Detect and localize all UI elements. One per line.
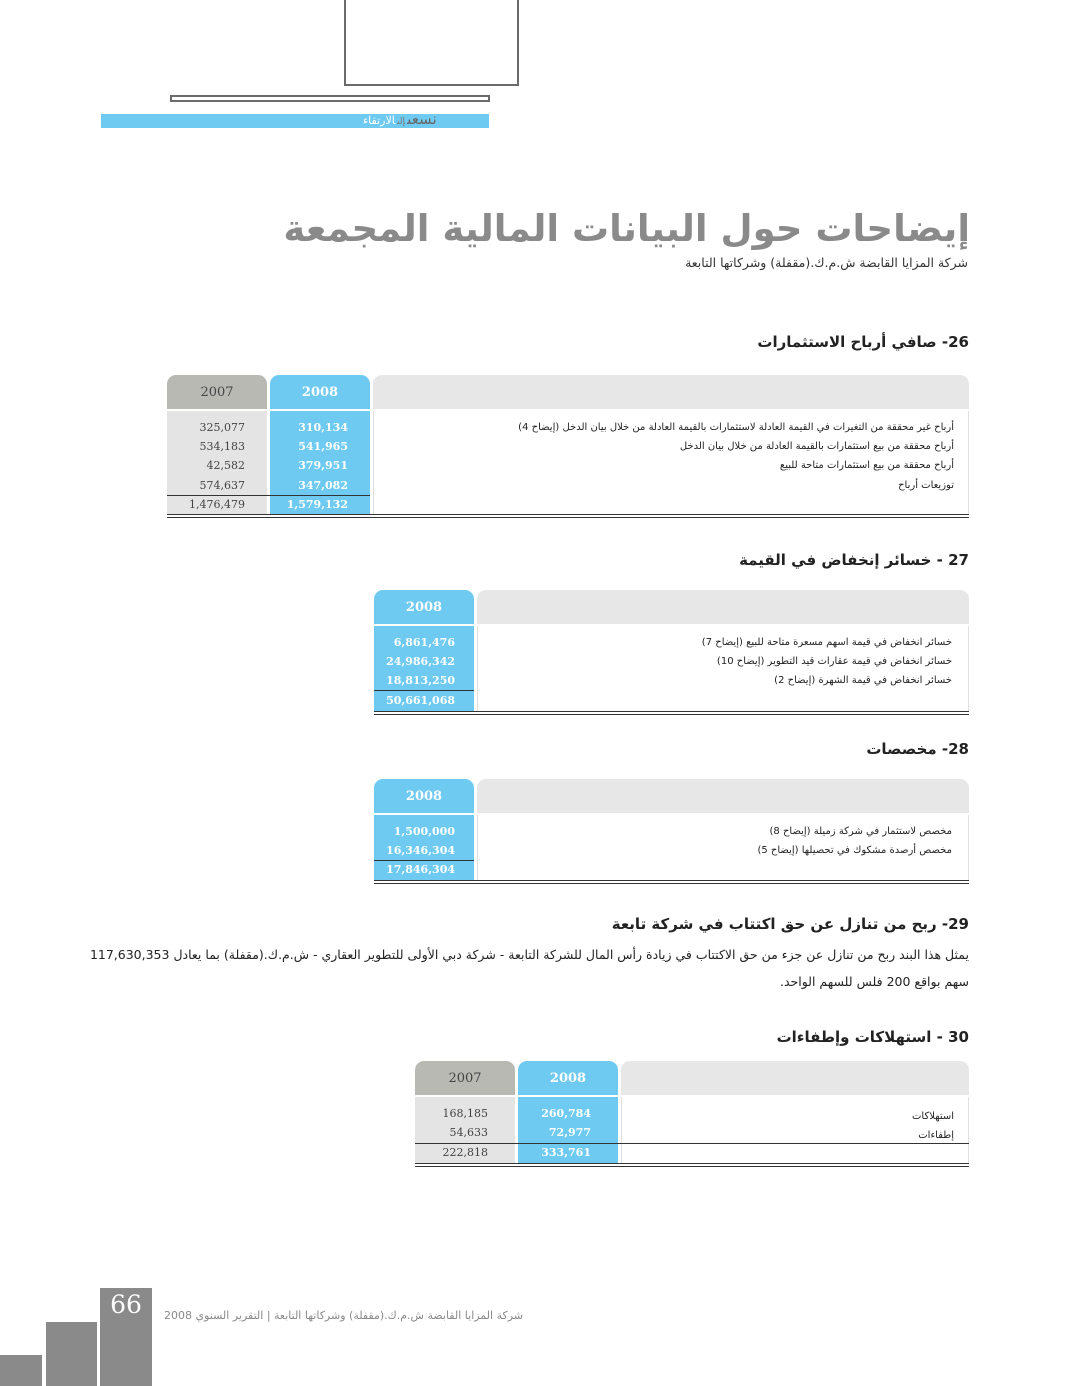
note28-row2-2008: 16,346,304 [386, 844, 455, 857]
note28-title: 28- مخصصات [866, 740, 969, 758]
note26-row4-label: توزيعات أرباح [898, 480, 954, 491]
note26-header-2008: 2008 [270, 375, 370, 409]
note30-total-line2 [415, 1166, 969, 1167]
note26-subtotal-line [167, 495, 370, 496]
note26-total-line1 [167, 514, 969, 515]
slogan [363, 108, 437, 133]
note26-title: 26- صافي أرباح الاستثمارات [757, 333, 969, 351]
note26-row1-2007: 325,077 [199, 421, 245, 434]
note27-total-line1 [374, 711, 969, 712]
note30-title: 30 - استهلاكات وإطفاءات [776, 1028, 969, 1046]
note26-header-label [373, 375, 969, 409]
note27-row3-label: خسائر انخفاض في قيمة الشهرة (إيضاح 2) [774, 675, 952, 686]
note27-row3-2008: 18,813,250 [386, 674, 455, 687]
note26-row1-2008: 310,134 [298, 421, 348, 434]
note28-row2-label: مخصص أرصدة مشكوك في تحصيلها (إيضاح 5) [757, 845, 952, 856]
note30-subtotal-line [415, 1143, 969, 1144]
note26-row2-2008: 541,965 [298, 440, 348, 453]
note28-total-line2 [374, 883, 969, 884]
slogan-part3: الارتقاء [363, 114, 396, 127]
note28-subtotal-line [374, 860, 474, 861]
slogan-part1: نسعى [407, 110, 437, 128]
note27-subtotal-line [374, 690, 474, 691]
note28-header-label [477, 779, 969, 813]
note29-paragraph-line2: سهم بواقع 200 فلس للسهم الواحد. [779, 974, 969, 989]
note30-row1-label: استهلاكات [912, 1111, 954, 1122]
footer-block-2 [46, 1322, 97, 1386]
note30-header-2008: 2008 [518, 1061, 618, 1095]
note27-total-2008: 50,661,068 [386, 694, 455, 707]
note30-row2-2007: 54,633 [449, 1126, 488, 1139]
note26-row2-label: أرباح محققة من بيع استثمارات بالقيمة العادلة من خلال بيان الدخل [679, 441, 954, 452]
note30-row1-2008: 260,784 [541, 1107, 591, 1120]
note27-total-line2 [374, 714, 969, 715]
page-subtitle: شركة المزايا القابضة ش.م.ك.(مقفلة) وشركاتها التابعة [685, 255, 968, 270]
header-frame-box [344, 0, 519, 86]
note27-header-2008: 2008 [374, 590, 474, 624]
header-frame-bar [170, 95, 490, 102]
note26-row3-2008: 379,951 [298, 459, 348, 472]
page-number: 66 [110, 1290, 142, 1319]
note27-title: 27 - خسائر إنخفاض في القيمة [739, 551, 969, 569]
note27-row2-label: خسائر انخفاض في قيمة عقارات قيد التطوير (إيضاح 10) [716, 656, 952, 667]
note28-header-2008: 2008 [374, 779, 474, 813]
note28-total-2008: 17,846,304 [386, 863, 455, 876]
note30-row2-2008: 72,977 [548, 1126, 591, 1139]
note27-header-label [477, 590, 969, 624]
slogan-part2: إلى [397, 117, 406, 127]
note27-row2-2008: 24,986,342 [386, 655, 455, 668]
note26-row4-2007: 574,637 [199, 479, 245, 492]
note28-row1-label: مخصص لاستثمار في شركة زميلة (إيضاح 8) [769, 826, 952, 837]
note30-header-2007: 2007 [415, 1061, 515, 1095]
note30-total-2007: 222,818 [442, 1146, 488, 1159]
note29-paragraph-line1: يمثل هذا البند ربح من تنازل عن جزء من حق الاكتتاب في زيادة رأس المال للشركة التابعة - شركة دبي الأولى للتطوير العقاري - ش.م.ك.(مقفلة) بما يعادل 117,630,353 [89, 947, 969, 962]
note27-row1-label: خسائر انخفاض في قيمة اسهم مسعرة متاحة للبيع (إيضاح 7) [701, 637, 952, 648]
note26-row1-label: أرباح غير محققة من التغيرات في القيمة العادلة لاستثمارات بالقيمة العادلة من خلال بيان الدخل (إيضاح 4) [518, 422, 954, 433]
note26-row3-label: أرباح محققة من بيع استثمارات متاحة للبيع [779, 460, 954, 471]
note30-total-2008: 333,761 [541, 1146, 591, 1159]
note28-total-line1 [374, 880, 969, 881]
note26-header-2007: 2007 [167, 375, 267, 409]
note26-total-2007: 1,476,479 [189, 498, 245, 511]
page-title: إيضاحات حول البيانات المالية المجمعة [283, 207, 970, 250]
note26-row3-2007: 42,582 [206, 459, 245, 472]
note30-total-line1 [415, 1163, 969, 1164]
note26-total-2008: 1,579,132 [286, 498, 348, 511]
note26-total-line2 [167, 517, 969, 518]
note26-row4-2008: 347,082 [298, 479, 348, 492]
note27-row1-2008: 6,861,476 [393, 636, 455, 649]
footer-text: شركة المزايا القابضة ش.م.ك.(مقفلة) وشركاتها التابعة | التقرير السنوي 2008 [164, 1309, 523, 1322]
note29-title: 29- ربح من تنازل عن حق اكتتاب في شركة تابعة [611, 915, 969, 933]
note30-row1-2007: 168,185 [442, 1107, 488, 1120]
note30-row2-label: إطفاءات [918, 1130, 954, 1141]
note26-row2-2007: 534,183 [199, 440, 245, 453]
note28-row1-2008: 1,500,000 [393, 825, 455, 838]
note30-header-label [621, 1061, 969, 1095]
footer-block-1 [0, 1355, 42, 1386]
